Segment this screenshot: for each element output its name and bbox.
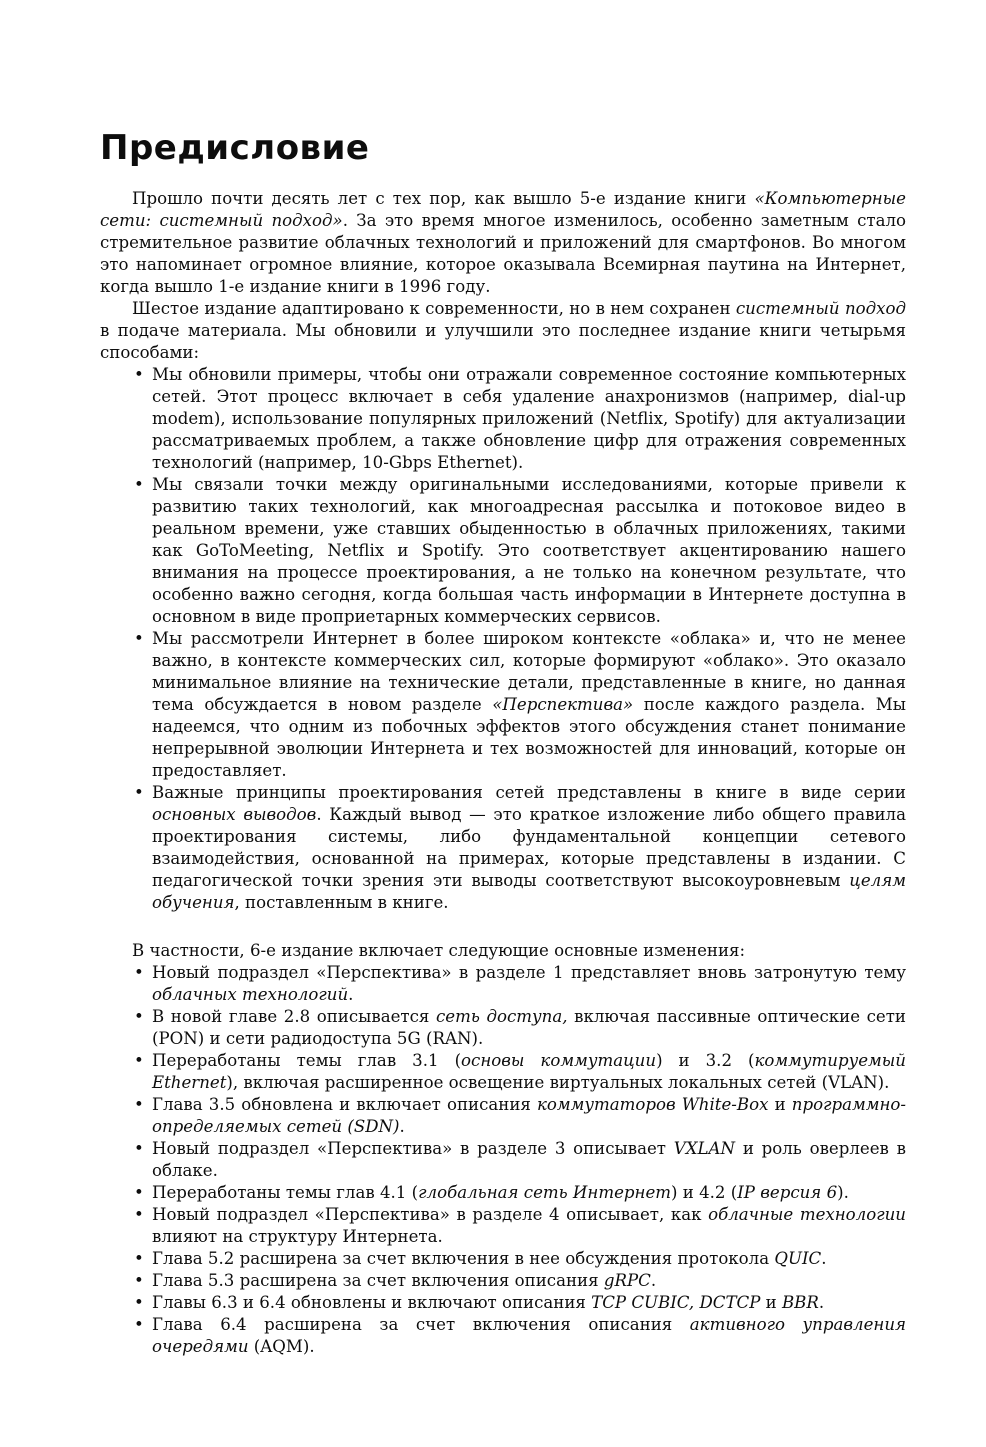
list-item-text (152, 1248, 906, 1270)
list-item (134, 1006, 906, 1050)
list-item (134, 782, 906, 914)
text-run: системный подход (735, 299, 906, 318)
bullet-icon: • (134, 1139, 144, 1158)
bullet-icon: • (134, 1271, 144, 1290)
text-run: облачные технологии (708, 1205, 906, 1224)
bullet-icon: • (134, 365, 144, 384)
bullet-icon: • (134, 475, 144, 494)
text-run: Мы связали точки между оригинальными исследованиями, которые привели к развитию таких технологий, как многоадресная рассылка и потоковое видео в реальном времени, уже ставших обыденностью в облачных приложениях, такими как GoToMeeting, Netflix и Spotify. Это соответствует акцентированию нашего внимания на процессе проектирования, а не только на конечном результате, что особенно важно сегодня, когда большая часть информации в Интернете доступна в основном в виде проприетарных коммерческих сервисов. (152, 475, 906, 626)
text-run: . (348, 985, 354, 1004)
text-run: программно-определяемых сетей (SDN) (152, 1095, 907, 1136)
text-run: и (768, 1095, 792, 1114)
bullet-list (100, 364, 906, 914)
list-item-text (152, 1006, 906, 1050)
text-run: . (650, 1271, 657, 1290)
list-item-text (152, 1270, 906, 1292)
text-run: В новой главе 2.8 описывается (152, 1007, 436, 1026)
page-body (100, 188, 906, 1358)
text-run: Глава 5.3 расширена за счет включения описания (152, 1271, 604, 1290)
text-run: . (399, 1117, 405, 1136)
text-run: . Каждый вывод — это краткое изложение либо общего правила проектирования системы, либо фундаментальной концепции сетевого взаимодействия, основанной на примерах, которые представлены в издании. С педагогической точки зрения эти выводы соответствуют высокоуровневым (152, 805, 906, 890)
text-run: Новый подраздел «Перспектива» в разделе 1 представляет вновь затронутую тему (152, 963, 906, 982)
text-run: влияют на структуру Интернета. (152, 1227, 443, 1246)
list-item-text (152, 1182, 906, 1204)
list-item (134, 962, 906, 1006)
bullet-list (100, 962, 906, 1358)
list-item-text (152, 1314, 906, 1358)
text-run: включая пассивные оптические сети (PON) и сети радиодоступа 5G (RAN). (152, 1007, 906, 1048)
text-run: «Компьютерные сети: системный подход» (100, 189, 906, 230)
text-run: Главы 6.3 и 6.4 обновлены и включают описания (152, 1293, 592, 1312)
text-run: Глава 5.2 расширена за счет включения в нее обсуждения протокола (152, 1249, 775, 1268)
text-run: и (760, 1293, 782, 1312)
text-run: глобальная сеть Интернет (418, 1183, 671, 1202)
list-item-text (152, 1292, 906, 1314)
text-run: В частности, 6-е издание включает следующие основные изменения: (132, 941, 746, 960)
text-run: . За это время многое изменилось, особенно заметным стало стремительное развитие облачных технологий и приложений для смартфонов. Во многом это напоминает огромное влияние, которое оказывала Всемирная паутина на Интернет, когда вышло 1-е издание книги в 1996 году. (100, 211, 906, 296)
bullet-icon: • (134, 1007, 144, 1026)
text-run: QUIC (774, 1249, 822, 1268)
text-run: . (818, 1293, 825, 1312)
list-item (134, 364, 906, 474)
text-run: Новый подраздел «Перспектива» в разделе 4 описывает, как (152, 1205, 709, 1224)
text-run: IP версия 6 (737, 1183, 838, 1202)
bullet-icon: • (134, 629, 144, 648)
bullet-icon: • (134, 783, 144, 802)
text-run: коммутируемый Ethernet (152, 1051, 906, 1092)
paragraph (100, 188, 906, 298)
page-content (100, 128, 906, 1358)
text-run: Глава 3.5 обновлена и включает описания (152, 1095, 537, 1114)
list-item (134, 1248, 906, 1270)
list-item-text (152, 364, 906, 474)
text-run: BBR (781, 1293, 819, 1312)
text-run: облачных технологий (152, 985, 349, 1004)
list-item (134, 1050, 906, 1094)
list-item (134, 1204, 906, 1248)
text-run: после каждого раздела. Мы надеемся, что одним из побочных эффектов этого обсуждения станет понимание непрерывной эволюции Интернета и тех возможностей для инноваций, которые он предоставляет. (152, 695, 906, 780)
list-item (134, 628, 906, 782)
text-run: TCP CUBIC, DCTCP (591, 1293, 761, 1312)
text-run: Мы обновили примеры, чтобы они отражали современное состояние компьютерных сетей. Этот процесс включает в себя удаление анахронизмов (например, dial-up modem), использование популярных приложений (Netflix, Spotify) для актуализации рассматриваемых проблем, а также обновление цифр для отражения современных технологий (например, 10-Gbps Ethernet). (152, 365, 906, 472)
list-item (134, 474, 906, 628)
text-run: ) и 3.2 ( (656, 1051, 755, 1070)
bullet-icon: • (134, 1051, 144, 1070)
text-run: ). (837, 1183, 849, 1202)
text-run: Переработаны темы глав 4.1 ( (152, 1183, 419, 1202)
list-item (134, 1270, 906, 1292)
list-item-text (152, 474, 906, 628)
bullet-icon: • (134, 1315, 144, 1334)
text-run: Важные принципы проектирования сетей представлены в книге в виде серии (152, 783, 906, 802)
text-run: основных выводов (152, 805, 317, 824)
text-run: Глава 6.4 расширена за счет включения описания (152, 1315, 690, 1334)
list-item (134, 1182, 906, 1204)
list-item (134, 1138, 906, 1182)
text-run: сеть доступа, (435, 1007, 568, 1026)
list-item-text (152, 962, 906, 1006)
bullet-icon: • (134, 1205, 144, 1224)
text-run: ) и 4.2 ( (671, 1183, 738, 1202)
list-item (134, 1292, 906, 1314)
list-item-text (152, 1094, 906, 1138)
list-item-text (152, 628, 906, 782)
text-run: коммутаторов White-Box (536, 1095, 769, 1114)
list-item (134, 1314, 906, 1358)
text-run: Переработаны темы глав 3.1 ( (152, 1051, 462, 1070)
text-run: ), включая расширенное освещение виртуальных локальных сетей (VLAN). (226, 1073, 890, 1092)
text-run: и роль оверлеев в облаке. (152, 1139, 906, 1180)
bullet-icon: • (134, 1293, 144, 1312)
bullet-icon: • (134, 1095, 144, 1114)
text-run: в подаче материала. Мы обновили и улучшили это последнее издание книги четырьмя способами: (100, 321, 906, 362)
text-run: Прошло почти десять лет с тех пор, как вышло 5-е издание книги (132, 189, 755, 208)
text-run: VXLAN (673, 1139, 736, 1158)
text-run: Шестое издание адаптировано к современности, но в нем сохранен (132, 299, 736, 318)
text-run: gRPC (603, 1271, 651, 1290)
text-run: Мы рассмотрели Интернет в более широком контексте «облака» и, что не менее важно, в контексте коммерческих сил, которые формируют «облако». Это оказало минимальное влияние на технические детали, представленные в книге, но данная тема обсуждается в новом разделе (152, 629, 906, 714)
text-run: основы коммутации (461, 1051, 657, 1070)
text-run: Новый подраздел «Перспектива» в разделе 3 описывает (152, 1139, 674, 1158)
paragraph (100, 298, 906, 364)
text-run: (AQM). (248, 1337, 315, 1356)
bullet-icon: • (134, 1249, 144, 1268)
text-run: «Перспектива» (492, 695, 634, 714)
list-item-text (152, 782, 906, 914)
paragraph (100, 940, 906, 962)
bullet-icon: • (134, 1183, 144, 1202)
bullet-icon: • (134, 963, 144, 982)
page-title: Предисловие (100, 128, 370, 168)
list-item-text (152, 1204, 906, 1248)
list-item-text (152, 1138, 906, 1182)
text-run: целям обучения (152, 871, 906, 912)
text-run: активного управления очередями (152, 1315, 906, 1356)
text-run: , поставленным в книге. (234, 893, 449, 912)
text-run: . (821, 1249, 827, 1268)
list-item (134, 1094, 906, 1138)
list-item-text (152, 1050, 906, 1094)
